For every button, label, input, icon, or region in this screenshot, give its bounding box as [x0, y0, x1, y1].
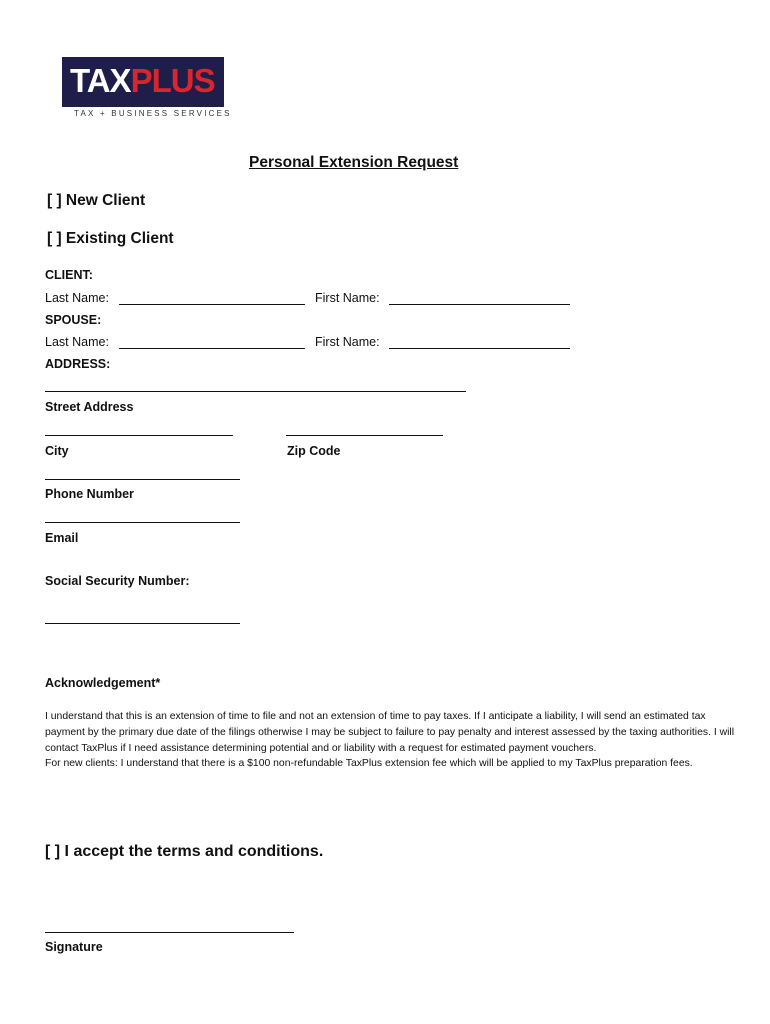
- email-field[interactable]: [45, 522, 240, 523]
- spouse-heading: SPOUSE:: [45, 313, 102, 327]
- street-address-label: Street Address: [45, 400, 134, 414]
- phone-number-field[interactable]: [45, 479, 240, 480]
- client-last-name-field[interactable]: [119, 304, 305, 305]
- new-client-fee-paragraph: For new clients: I understand that there is a $100 non-refundable TaxPlus extension fee which will be applied to my TaxPlus preparation fees.: [45, 758, 693, 770]
- ssn-field[interactable]: [45, 623, 240, 624]
- client-first-name-label: First Name:: [315, 291, 380, 305]
- street-address-field[interactable]: [45, 391, 466, 392]
- spouse-first-name-field[interactable]: [389, 348, 570, 349]
- existing-client-checkbox[interactable]: [ ] Existing Client: [47, 230, 174, 247]
- acknowledgement-paragraph: I understand that this is an extension of time to file and not an extension of time to pay taxes. If I anticipate a liability, I will send an estimated tax payment by the primary due date of the filings otherwise I may be subject to failure to pay penalty and interest assessed by the taxing authorities. I will contact TaxPlus if I need assistance determining potential and or liability with a request for estimated payment vouchers.: [45, 711, 735, 754]
- phone-number-label: Phone Number: [45, 487, 134, 501]
- logo-wordmark: [70, 61, 215, 101]
- ssn-label: Social Security Number:: [45, 574, 190, 588]
- city-label: City: [45, 444, 69, 458]
- logo-tagline: TAX + BUSINESS SERVICES: [74, 109, 232, 118]
- signature-label: Signature: [45, 940, 103, 954]
- logo-brand-part1: TAX: [70, 62, 131, 99]
- acknowledgement-heading: Acknowledgement*: [45, 676, 161, 690]
- form-title: Personal Extension Request: [249, 154, 459, 171]
- city-field[interactable]: [45, 435, 233, 436]
- new-client-checkbox[interactable]: [ ] New Client: [47, 192, 146, 209]
- acknowledgement-text: [45, 709, 735, 772]
- logo-brand-part2: PLUS: [130, 62, 215, 99]
- spouse-last-name-label: Last Name:: [45, 335, 109, 349]
- address-heading: ADDRESS:: [45, 357, 111, 371]
- accept-terms-checkbox[interactable]: [ ] I accept the terms and conditions.: [45, 843, 324, 860]
- client-first-name-field[interactable]: [389, 304, 570, 305]
- email-label: Email: [45, 531, 79, 545]
- zip-code-field[interactable]: [286, 435, 443, 436]
- zip-code-label: Zip Code: [287, 444, 341, 458]
- client-heading: CLIENT:: [45, 268, 93, 282]
- signature-field[interactable]: [45, 932, 294, 933]
- client-last-name-label: Last Name:: [45, 291, 109, 305]
- spouse-last-name-field[interactable]: [119, 348, 305, 349]
- company-logo: [62, 57, 224, 107]
- spouse-first-name-label: First Name:: [315, 335, 380, 349]
